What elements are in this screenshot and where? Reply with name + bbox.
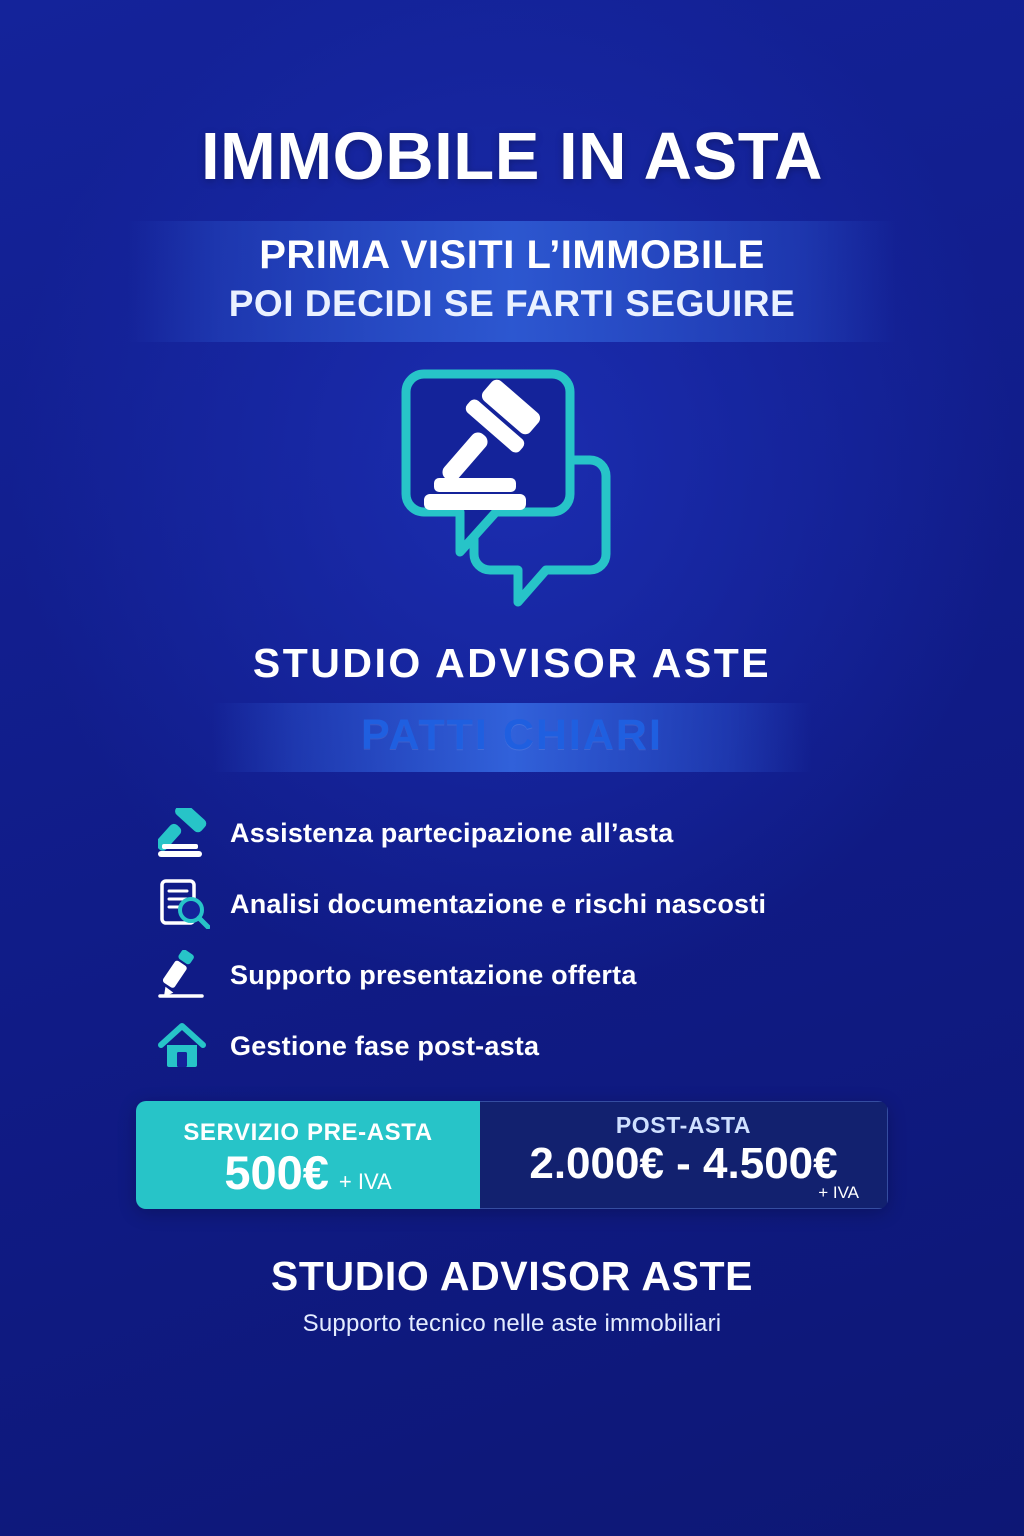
feature-label: Assistenza partecipazione all’asta xyxy=(230,817,674,848)
pen-signature-icon xyxy=(156,949,212,1001)
subtitle-line-1: PRIMA VISITI L’IMMOBILE xyxy=(259,233,765,277)
logo xyxy=(372,366,652,626)
pricing-post-amount: 2.000€ - 4.500€ xyxy=(529,1138,838,1188)
pricing-pre-asta xyxy=(136,1101,480,1209)
feature-item xyxy=(156,877,892,931)
footer-brand: STUDIO ADVISOR ASTE xyxy=(270,1253,754,1300)
document-magnifier-icon xyxy=(156,878,212,930)
pricing-pre-vat: + IVA xyxy=(338,1168,392,1194)
subtitle-banner xyxy=(128,221,896,342)
tagline-banner xyxy=(212,703,812,772)
feature-label: Supporto presentazione offerta xyxy=(230,959,637,990)
features-list xyxy=(132,806,892,1073)
feature-item xyxy=(156,806,892,860)
pricing-pre-label: SERVIZIO PRE-ASTA xyxy=(183,1118,433,1146)
pricing-post-label: POST-ASTA xyxy=(615,1111,752,1138)
footer-subtitle: Supporto tecnico nelle aste immobiliari xyxy=(302,1310,722,1338)
feature-label: Analisi documentazione e rischi nascosti xyxy=(230,888,767,919)
subtitle-line-2: POI DECIDI SE FARTI SEGUIRE xyxy=(228,282,796,324)
feature-item xyxy=(156,1019,892,1073)
gavel-speech-bubbles-icon xyxy=(372,366,652,626)
brand-name: STUDIO ADVISOR ASTE xyxy=(252,640,772,687)
tagline-text: PATTI CHIARI xyxy=(361,711,663,760)
pricing-pre-amount: 500€ xyxy=(224,1145,329,1199)
feature-label: Gestione fase post-asta xyxy=(230,1030,540,1061)
pricing-bar xyxy=(136,1101,888,1209)
house-icon xyxy=(156,1020,212,1072)
gavel-icon xyxy=(156,807,212,859)
feature-item xyxy=(156,948,892,1002)
page-title: IMMOBILE IN ASTA xyxy=(200,119,824,194)
pricing-post-asta xyxy=(480,1101,888,1209)
pricing-post-vat: + IVA xyxy=(818,1182,859,1202)
